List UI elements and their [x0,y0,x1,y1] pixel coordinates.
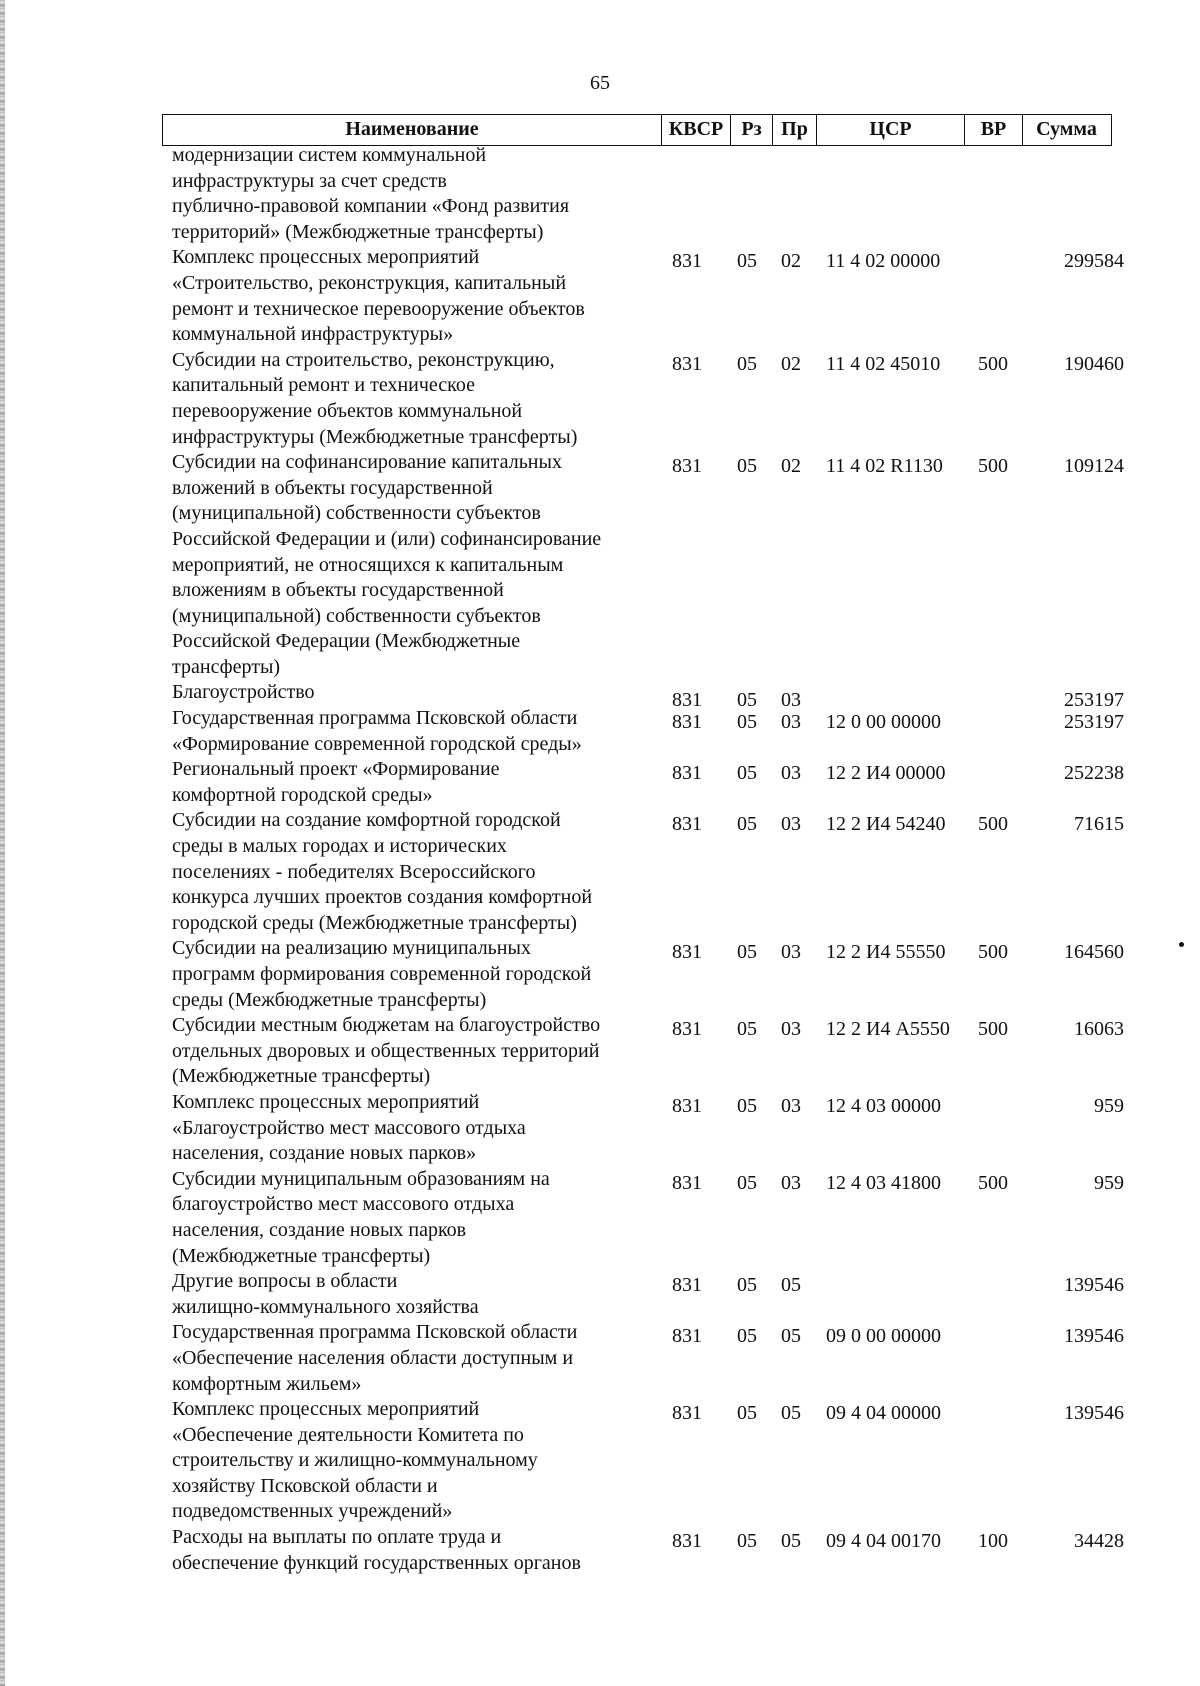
row-name-line: Субсидии на софинансирование капитальных [172,451,562,474]
row-name-line: Другие вопросы в области [172,1270,398,1293]
row-pr: 05 [781,1530,801,1553]
row-name [172,1320,648,1397]
row-csr: 09 0 00 00000 [826,1325,941,1348]
row-csr: 11 4 02 00000 [826,250,941,273]
row-vr: 500 [978,1018,1008,1041]
row-name-line: (муниципальной) собственности субъектов [172,502,541,525]
row-csr: 09 4 04 00000 [826,1402,941,1425]
row-name [172,1013,648,1090]
row-name-line: ремонт и техническое перевооружение объектов [172,297,585,320]
row-name-line: «Обеспечение деятельности Комитета по [172,1423,524,1446]
header-rz: Рз [731,115,773,145]
row-vr: 500 [978,941,1008,964]
row-rz: 05 [737,711,757,734]
row-pr: 03 [781,813,801,836]
row-pr: 03 [781,1018,801,1041]
row-name [172,1269,648,1320]
row-sum: 71615 [1074,813,1124,836]
row-csr: 12 2 И4 00000 [826,762,946,785]
row-sum: 139546 [1064,1274,1124,1297]
row-name-line: Расходы на выплаты по оплате труда и [172,1526,502,1549]
row-kvsr: 831 [672,455,702,478]
row-name-line: «Благоустройство мест массового отдыха [172,1116,526,1139]
row-name-line: (Межбюджетные трансферты) [172,1065,431,1088]
row-name-line: конкурса лучших проектов создания комфортной [172,886,593,909]
row-name-line: комфортным жильем» [172,1372,362,1395]
row-name-line: Российской Федерации (Межбюджетные [172,630,521,653]
row-name-line: «Обеспечение населения области доступным и [172,1346,574,1369]
row-kvsr: 831 [672,762,702,785]
row-name-line: поселениях - победителях Всероссийского [172,860,536,883]
row-name-line: капитальный ремонт и техническое [172,374,475,397]
row-name-line: хозяйству Псковской области и [172,1474,438,1497]
row-name-line: Субсидии на реализацию муниципальных [172,937,531,960]
row-kvsr: 831 [672,711,702,734]
row-pr: 03 [781,1094,801,1117]
row-sum: 299584 [1064,250,1124,273]
row-name-line: Субсидии местным бюджетам на благоустройство [172,1014,601,1037]
row-name [172,143,648,245]
table-row [0,757,1200,808]
row-name [172,245,648,347]
row-sum: 164560 [1064,941,1124,964]
row-vr: 500 [978,352,1008,375]
row-name [172,757,648,808]
row-name-line: Субсидии муниципальным образованиям на [172,1167,550,1190]
table-body [0,143,1200,1576]
row-csr: 12 4 03 00000 [826,1094,941,1117]
row-name [172,936,648,1013]
row-sum: 252238 [1064,762,1124,785]
row-csr: 12 0 00 00000 [826,711,941,734]
table-row [0,808,1200,936]
table-row [0,450,1200,680]
header-sum: Сумма [1036,118,1097,140]
row-name-line: программ формирования современной городской [172,963,592,985]
table-row [0,1397,1200,1525]
row-csr: 11 4 02 R1130 [826,455,943,478]
row-pr: 03 [781,689,801,712]
row-sum: 109124 [1064,455,1124,478]
row-kvsr: 831 [672,689,702,712]
row-pr: 03 [781,1171,801,1194]
row-pr: 05 [781,1325,801,1348]
row-rz: 05 [737,941,757,964]
row-name-line: Комплекс процессных мероприятий [172,1398,480,1421]
row-name [172,680,648,706]
row-csr: 12 2 И4 55550 [826,941,946,964]
row-sum: 139546 [1064,1402,1124,1425]
table-row [0,348,1200,450]
row-csr: 09 4 04 00170 [826,1530,941,1553]
row-rz: 05 [737,250,757,273]
row-rz: 05 [737,1274,757,1297]
row-name-line: Благоустройство [172,681,315,704]
row-pr: 03 [781,711,801,734]
row-pr: 05 [781,1402,801,1425]
row-rz: 05 [737,762,757,785]
row-sum: 190460 [1064,352,1124,375]
row-name-line: (муниципальной) собственности субъектов [172,604,541,627]
row-sum: 34428 [1074,1530,1124,1553]
row-kvsr: 831 [672,941,702,964]
row-kvsr: 831 [672,1094,702,1117]
row-name [172,1525,648,1576]
row-csr: 12 4 03 41800 [826,1171,941,1194]
row-sum: 139546 [1064,1325,1124,1348]
row-name-line: жилищно-коммунального хозяйства [172,1295,479,1318]
row-name-line: Региональный проект «Формирование [172,758,500,781]
row-name-line: публично-правовой компании «Фонд развития [172,195,570,218]
row-name [172,1167,648,1269]
row-name-line: инфраструктуры (Межбюджетные трансферты) [172,425,578,448]
row-name-line: среды в малых городах и исторических [172,835,507,858]
row-rz: 05 [737,455,757,478]
row-name-line: вложениям в объекты государственной [172,579,504,602]
row-csr: 12 2 И4 54240 [826,813,946,836]
row-kvsr: 831 [672,352,702,375]
row-pr: 03 [781,762,801,785]
row-rz: 05 [737,352,757,375]
table-row [0,245,1200,347]
row-name-line: населения, создание новых парков [172,1218,467,1241]
row-name-line: перевооружение объектов коммунальной [172,399,523,422]
row-name [172,348,648,450]
row-kvsr: 831 [672,1274,702,1297]
row-name-line: мероприятий, не относящихся к капитальным [172,553,564,576]
table-row [0,1320,1200,1397]
row-name-line: Субсидии на строительство, реконструкцию, [172,348,555,371]
row-csr: 11 4 02 45010 [826,352,941,375]
row-pr: 02 [781,455,801,478]
row-sum: 253197 [1064,711,1124,734]
table-row [0,1013,1200,1090]
table-header [162,114,1112,146]
row-name [172,808,648,936]
row-kvsr: 831 [672,1171,702,1194]
row-rz: 05 [737,1402,757,1425]
page-number: 65 [590,72,610,94]
row-name-line: трансферты) [172,655,281,678]
row-sum: 253197 [1064,689,1124,712]
row-rz: 05 [737,1171,757,1194]
row-name-line: коммунальной инфраструктуры» [172,323,454,346]
row-name [172,1397,648,1525]
row-rz: 05 [737,813,757,836]
row-name-line: благоустройство мест массового отдыха [172,1193,515,1216]
row-kvsr: 831 [672,1530,702,1553]
row-name [172,450,648,680]
row-pr: 03 [781,941,801,964]
row-name-line: Комплекс процессных мероприятий [172,1090,480,1113]
row-name-line: населения, создание новых парков» [172,1142,477,1165]
table-row [0,143,1200,245]
row-name-line: (Межбюджетные трансферты) [172,1244,431,1267]
row-name-line: «Строительство, реконструкция, капитальный [172,271,567,294]
header-kvsr: КВСР [662,115,731,145]
table-row [0,1525,1200,1576]
table-row [0,706,1200,757]
row-name-line: Субсидии на создание комфортной городской [172,809,561,832]
table-row [0,1090,1200,1167]
row-rz: 05 [737,689,757,712]
row-sum: 959 [1094,1171,1124,1194]
row-kvsr: 831 [672,1018,702,1041]
row-kvsr: 831 [672,813,702,836]
row-name-line: «Формирование современной городской среды» [172,732,582,755]
row-name-line: модернизации систем коммунальной [172,144,487,166]
header-pr: Пр [773,115,817,145]
row-name-line: Государственная программа Псковской области [172,707,578,730]
row-pr: 02 [781,352,801,375]
row-name-line: подведомственных учреждений» [172,1500,453,1523]
row-name-line: обеспечение функций государственных органов [172,1551,581,1574]
row-vr: 500 [978,1171,1008,1194]
row-sum: 16063 [1074,1018,1124,1041]
row-vr: 500 [978,455,1008,478]
row-name-line: комфортной городской среды» [172,783,433,806]
table-row [0,936,1200,1013]
row-kvsr: 831 [672,1325,702,1348]
table-row [0,680,1200,712]
row-vr: 500 [978,813,1008,836]
row-sum: 959 [1094,1094,1124,1117]
row-name-line: Российской Федерации и (или) софинансирование [172,527,602,550]
row-rz: 05 [737,1018,757,1041]
header-name: Наименование [163,115,662,145]
row-pr: 05 [781,1274,801,1297]
row-name-line: вложений в объекты государственной [172,476,493,499]
row-rz: 05 [737,1530,757,1553]
row-kvsr: 831 [672,250,702,273]
scan-dot [1179,942,1184,947]
row-name-line: городской среды (Межбюджетные трансферты) [172,911,577,934]
row-csr: 12 2 И4 А5550 [826,1018,950,1041]
table-row [0,1269,1200,1320]
row-name-line: инфраструктуры за счет средств [172,169,447,192]
row-name-line: Комплекс процессных мероприятий [172,246,480,269]
row-rz: 05 [737,1325,757,1348]
row-name-line: среды (Межбюджетные трансферты) [172,988,487,1011]
row-name-line: Государственная программа Псковской области [172,1321,578,1344]
header-vr: ВР [965,115,1023,145]
row-kvsr: 831 [672,1402,702,1425]
row-name-line: территорий» (Межбюджетные трансферты) [172,220,544,243]
table-row [0,1167,1200,1269]
row-pr: 02 [781,250,801,273]
row-name-line: строительству и жилищно-коммунальному [172,1449,538,1472]
row-name [172,706,648,757]
row-name-line: отдельных дворовых и общественных территорий [172,1039,600,1062]
row-name [172,1090,648,1167]
row-rz: 05 [737,1094,757,1117]
row-vr: 100 [978,1530,1008,1553]
header-csr: ЦСР [817,115,965,145]
